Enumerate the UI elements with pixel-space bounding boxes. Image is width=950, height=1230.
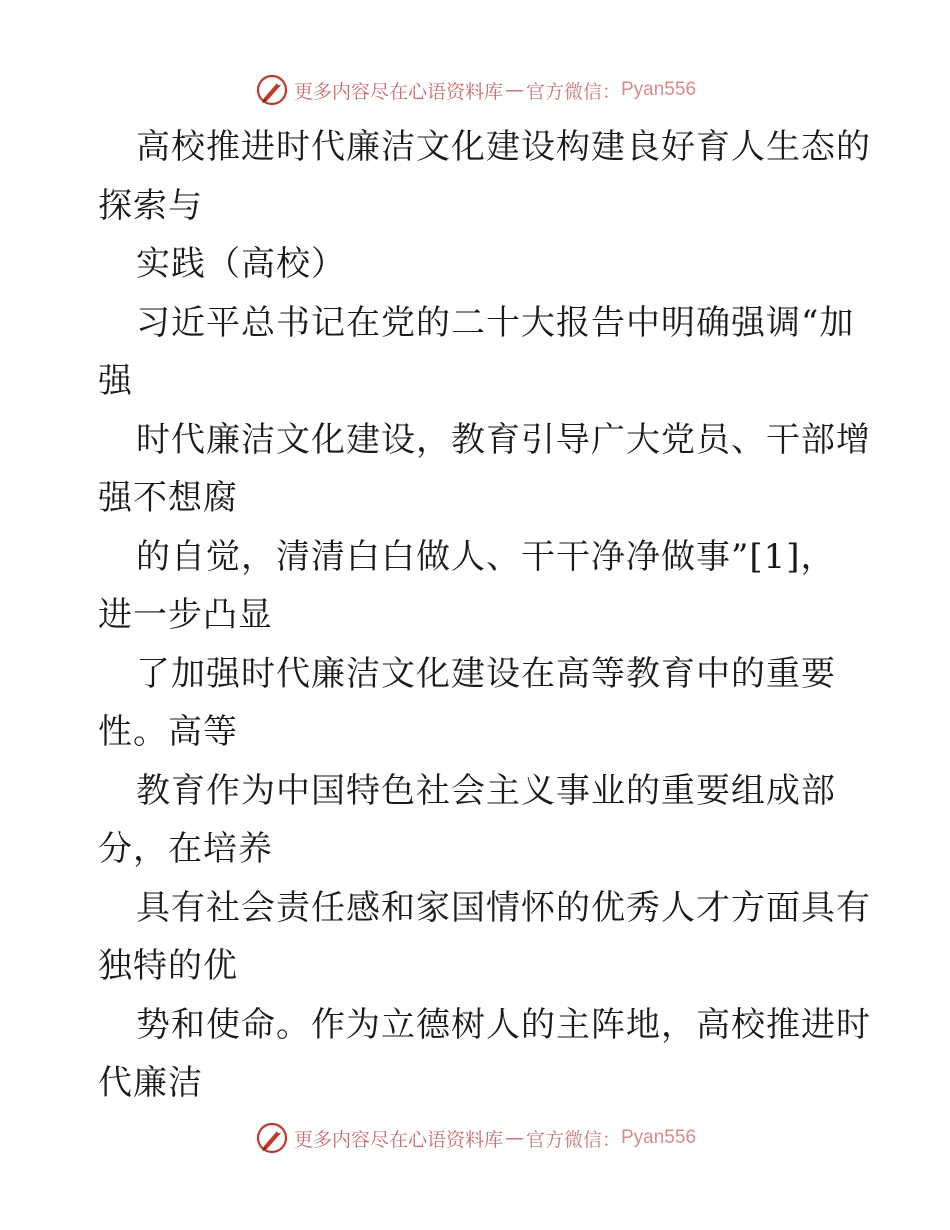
header-banner (0, 70, 950, 110)
pen-logo-icon (254, 1120, 290, 1156)
paragraph-line: 具有社会责任感和家国情怀的优秀人才方面具有 (136, 887, 871, 928)
paragraph-line: 势和使命。作为立德树人的主阵地，高校推进时 (136, 1004, 871, 1045)
paragraph-line: 进一步凸显 (98, 595, 273, 635)
banner-text: 更多内容尽在心语资料库 (293, 80, 503, 103)
paragraph-line: 分，在培养 (98, 829, 273, 869)
paragraph-line: 强 (98, 361, 133, 401)
title-line-2: 探索与 (98, 185, 203, 226)
title-line-1: 高校推进时代廉洁文化建设构建良好育人生态的 (136, 127, 871, 167)
paragraph-line: 独特的优 (98, 946, 238, 986)
paragraph-line: 教育作为中国特色社会主义事业的重要组成部 (136, 770, 836, 811)
banner-text: 更多内容尽在心语资料库 (293, 1128, 503, 1151)
banner-separator: — (504, 79, 524, 101)
wechat-label: 官方微信： (525, 1128, 621, 1151)
paragraph-line: 习近平总书记在党的二十大报告中明确强调“加 (136, 302, 855, 343)
document-body (98, 118, 878, 1113)
wechat-label: 官方微信： (525, 80, 621, 103)
paragraph-line: 代廉洁 (98, 1063, 203, 1103)
paragraph-line: 的自觉，清清白白做人、干干净净做事”[1]， (136, 536, 836, 577)
paragraph-line: 性。高等 (98, 712, 238, 752)
paragraph-line: 强不想腐 (98, 478, 238, 518)
title-line-3: 实践（高校） (136, 244, 346, 284)
banner-separator: — (504, 1127, 524, 1149)
paragraph-line: 了加强时代廉洁文化建设在高等教育中的重要 (136, 653, 836, 694)
wechat-id: Pyan556 (621, 1127, 697, 1148)
pen-logo-icon (254, 72, 290, 108)
wechat-id: Pyan556 (621, 79, 697, 100)
paragraph-line: 时代廉洁文化建设，教育引导广大党员、干部增 (136, 419, 871, 460)
footer-banner (0, 1118, 950, 1158)
